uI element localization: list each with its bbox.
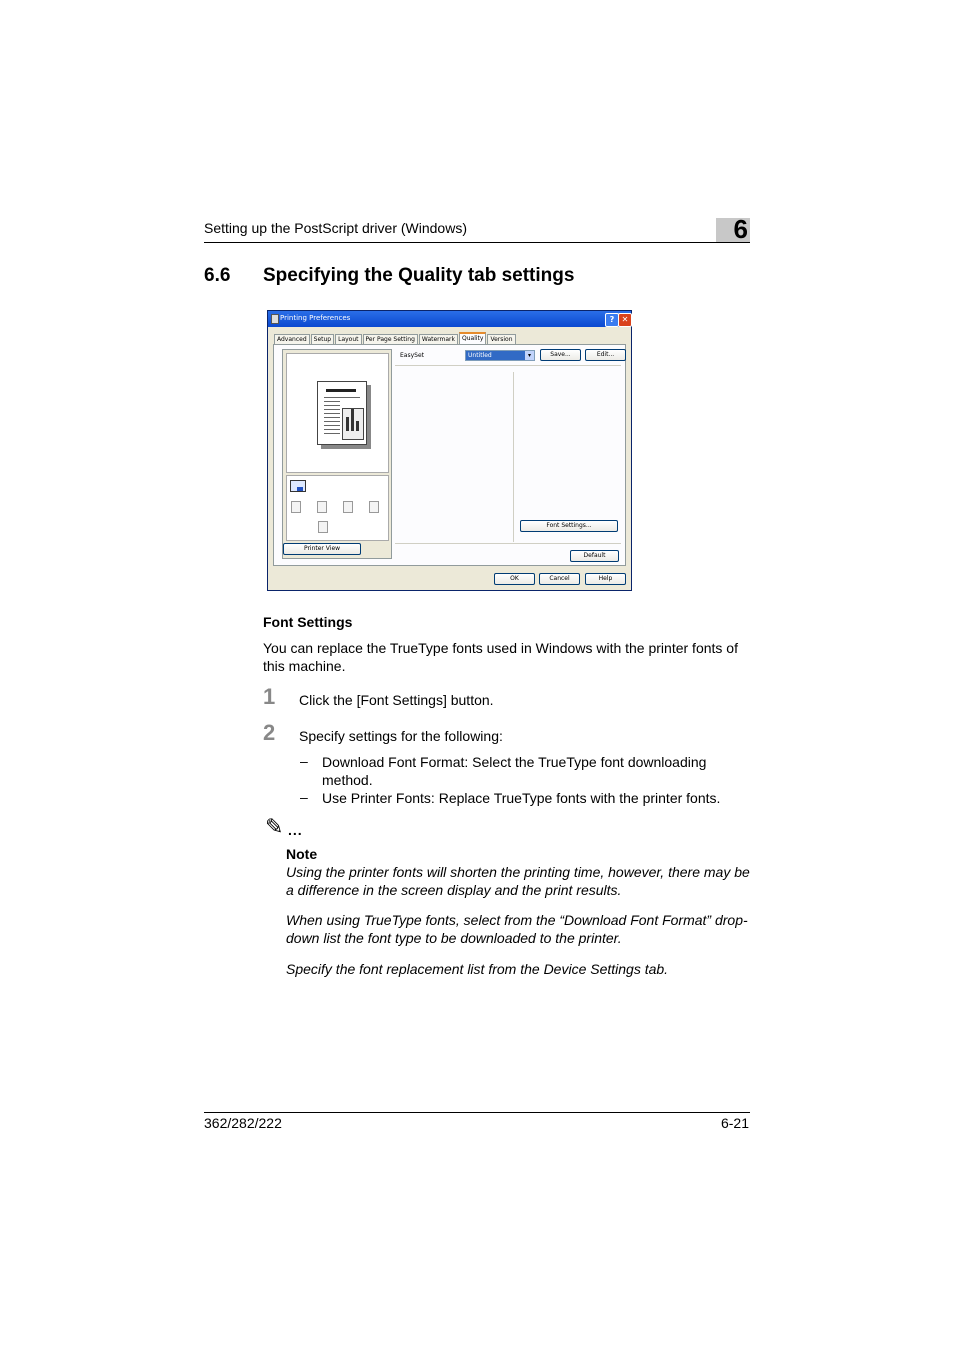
footer-rule <box>204 1112 750 1113</box>
step-number: 1 <box>263 684 276 709</box>
tab-layout[interactable]: Layout <box>335 334 361 345</box>
font-settings-button[interactable]: Font Settings... <box>520 520 618 532</box>
note-title: Note <box>286 846 318 862</box>
edit-button[interactable]: Edit... <box>585 349 626 361</box>
default-button[interactable]: Default <box>570 550 619 562</box>
step-text: Specify settings for the following: <box>299 728 503 744</box>
step-number: 2 <box>263 720 276 745</box>
help-icon[interactable]: ? <box>605 313 619 327</box>
tab-setup[interactable]: Setup <box>311 334 334 345</box>
chart-icon <box>342 408 364 440</box>
page-preview <box>286 353 389 473</box>
note-paragraph: When using TrueType fonts, select from the “Download Font Format” drop-down list the font type to be downloaded to the printer. <box>286 912 748 946</box>
tab-advanced[interactable]: Advanced <box>274 334 310 345</box>
easyset-label: EasySet <box>400 352 424 359</box>
bullet-dash: – <box>300 753 308 769</box>
save-button[interactable]: Save... <box>540 349 581 361</box>
header-rule <box>204 242 750 243</box>
option-icons-area <box>286 475 389 541</box>
chevron-down-icon[interactable]: ▾ <box>525 351 534 360</box>
preview-frame <box>282 349 392 559</box>
printing-preferences-dialog <box>267 310 632 591</box>
section-number: 6.6 <box>204 265 231 286</box>
booklet-icon <box>318 521 328 533</box>
printer-icon-selected[interactable] <box>290 480 306 492</box>
cancel-button[interactable]: Cancel <box>539 573 580 585</box>
staple-icon <box>317 501 327 513</box>
note-paragraph: Using the printer fonts will shorten the printing time, however, there may be a difference in the screen display and the print results. <box>286 864 750 898</box>
section-title: Specifying the Quality tab settings <box>263 265 575 286</box>
easyset-select[interactable] <box>465 350 535 361</box>
close-icon[interactable]: ✕ <box>618 313 632 327</box>
step-text: Click the [Font Settings] button. <box>299 692 494 708</box>
footer-page-number: 6-21 <box>720 1115 749 1131</box>
bullet-item: Download Font Format: Select the TrueType font downloading method. <box>322 754 707 788</box>
bullet-dash: – <box>300 789 308 805</box>
ok-button[interactable]: OK <box>494 573 535 585</box>
pencil-icon: ✎ <box>265 814 284 839</box>
note-paragraph: Specify the font replacement list from the Device Settings tab. <box>286 961 669 977</box>
bullet-item: Use Printer Fonts: Replace TrueType fonts with the printer fonts. <box>322 790 721 806</box>
watermark-icon <box>369 501 379 513</box>
tab-strip <box>274 332 517 344</box>
intro-paragraph: You can replace the TrueType fonts used in Windows with the printer fonts of this machine. <box>263 640 738 674</box>
subheading-font-settings: Font Settings <box>263 614 353 630</box>
quality-tab-panel <box>273 344 626 566</box>
note-dots: ... <box>288 822 303 838</box>
dialog-title: Printing Preferences <box>280 314 351 322</box>
tab-version[interactable]: Version <box>487 334 515 345</box>
page-thumbnail-icon <box>317 381 367 445</box>
punch-icon <box>343 501 353 513</box>
footer-model: 362/282/222 <box>204 1115 282 1131</box>
tab-watermark[interactable]: Watermark <box>419 334 458 345</box>
dialog-titlebar <box>268 311 631 327</box>
help-button[interactable]: Help <box>585 573 626 585</box>
printer-view-button[interactable]: Printer View <box>283 543 361 555</box>
tab-per-page-setting[interactable]: Per Page Setting <box>363 334 418 345</box>
running-header-title: Setting up the PostScript driver (Windows) <box>204 220 467 236</box>
tab-quality[interactable]: Quality <box>459 332 486 344</box>
duplex-icon <box>291 501 301 513</box>
printer-icon <box>271 314 279 324</box>
easyset-value: Untitled <box>468 352 492 359</box>
chapter-number: 6 <box>733 214 748 244</box>
